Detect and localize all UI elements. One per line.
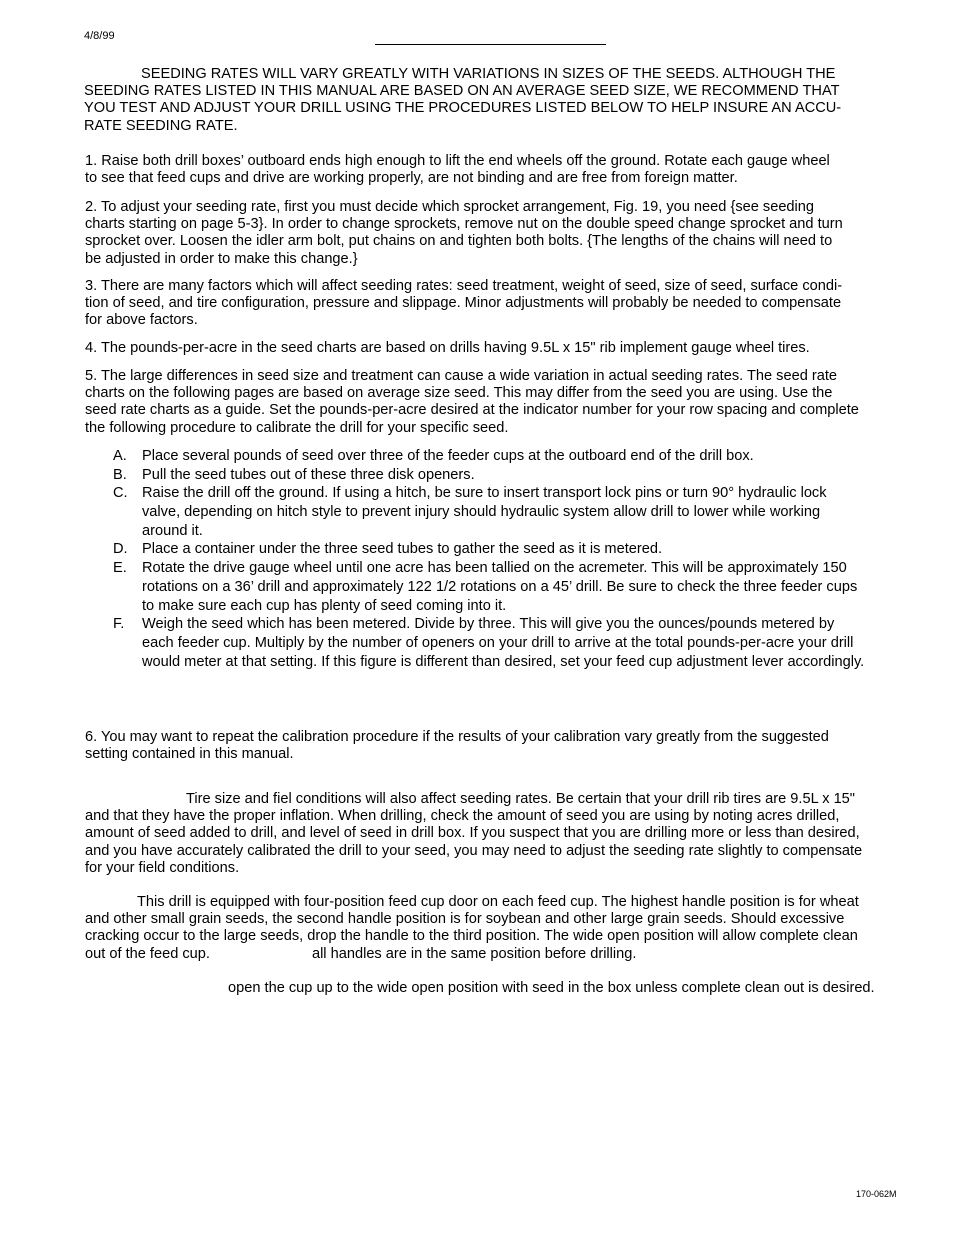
item-line: sprocket over. Loosen the idler arm bolt, put chains on and tighten both bolts. {The lengths of the chains will need to [85, 233, 833, 250]
note-line: and other small grain seeds, the second handle position is for soybean and other large grain seeds. Should excessive [85, 911, 845, 928]
item-line: 6. You may want to repeat the calibration procedure if the results of your calibration vary greatly from the suggested [85, 729, 829, 745]
step-letter: E. [113, 560, 127, 576]
step-text: Place a container under the three seed tubes to gather the seed as it is metered. [142, 541, 663, 557]
item-4 [85, 340, 810, 357]
note-line: for your field conditions. [85, 859, 240, 876]
note-line: Tire size and fiel conditions will also affect seeding rates. Be certain that your drill rib tires are 9.5L x 15" [186, 791, 855, 807]
step-f [113, 616, 834, 633]
item-1 [85, 153, 830, 187]
item-line: 3. There are many factors which will affect seeding rates: seed treatment, weight of seed, size of seed, surface condi- [85, 278, 843, 294]
item-line: 1. Raise both drill boxes’ outboard ends high enough to lift the end wheels off the ground. Rotate each gauge wheel [85, 153, 830, 169]
item-line: 5. The large differences in seed size and treatment can cause a wide variation in actual seeding rates. The seed rate [85, 368, 838, 384]
step-a [113, 448, 754, 465]
step-letter: B. [113, 467, 127, 483]
note-line: This drill is equipped with four-position feed cup door on each feed cup. The highest handle position is for wheat [137, 894, 859, 910]
step-text: Weigh the seed which has been metered. Divide by three. This will give you the ounces/pounds metered by [142, 616, 835, 632]
step-letter: C. [113, 485, 128, 501]
step-text: Rotate the drive gauge wheel until one acre has been tallied on the acremeter. This will be approximately 150 [142, 560, 847, 576]
page-date: 4/8/99 [84, 30, 115, 42]
intro-paragraph [84, 66, 841, 135]
step-c [113, 485, 827, 502]
item-line: be adjusted in order to make this change.} [85, 250, 358, 267]
step-letter: D. [113, 541, 128, 557]
note-line: and you have accurately calibrated the drill to your seed, you may need to adjust the seeding rate slightly to compensate [85, 842, 863, 859]
note-line: and that they have the proper inflation. When drilling, check the amount of seed you are using by noting acres drilled, [85, 808, 840, 825]
note-fragment: all handles are in the same position before drilling. [311, 945, 637, 962]
step-text: Place several pounds of seed over three of the feeder cups at the outboard end of the drill box. [142, 448, 754, 464]
step-letter: F. [113, 616, 125, 632]
feed-cup-note [85, 894, 859, 963]
caution-line: open the cup up to the wide open position with seed in the box unless complete clean out is desired. [228, 980, 875, 996]
item-line: tion of seed, and tire configuration, pressure and slippage. Minor adjustments will probably be needed to compensate [85, 295, 842, 312]
step-text: around it. [142, 523, 203, 539]
item-line: the following procedure to calibrate the drill for your specific seed. [85, 419, 509, 436]
step-f-cont [142, 635, 853, 652]
item-line: 2. To adjust your seeding rate, first you must decide which sprocket arrangement, Fig. 19, you need {see seeding [85, 199, 815, 215]
item-3 [85, 278, 842, 330]
step-text: each feeder cup. Multiply by the number of openers on your drill to arrive at the total pounds-per-acre your drill [142, 635, 854, 651]
title-rule [375, 44, 606, 45]
item-line: charts starting on page 5-3}. In order to change sprockets, remove nut on the double speed change sprocket and turn [85, 216, 843, 233]
item-line: 4. The pounds-per-acre in the seed charts are based on drills having 9.5L x 15" rib implement gauge wheel tires. [85, 340, 810, 356]
step-c-cont [142, 523, 203, 540]
note-line: cracking occur to the large seeds, drop the handle to the third position. The wide open position will allow complete clean [85, 928, 858, 945]
step-e-cont [142, 598, 506, 615]
tire-note [85, 791, 862, 877]
intro-line: SEEDING RATES LISTED IN THIS MANUAL ARE BASED ON AN AVERAGE SEED SIZE, WE RECOMMEND THAT [84, 83, 840, 100]
step-e-cont [142, 579, 857, 596]
item-line: seed rate charts as a guide. Set the pounds-per-acre desired at the indicator number for your row spacing and complete [85, 402, 859, 419]
item-line: setting contained in this manual. [85, 746, 294, 763]
item-line: charts on the following pages are based on average size seed. This may differ from the seed you are using. Use the [85, 385, 833, 402]
step-text: would meter at that setting. If this figure is different than desired, set your feed cup adjustment lever accordingly. [142, 654, 865, 670]
intro-line: SEEDING RATES WILL VARY GREATLY WITH VARIATIONS IN SIZES OF THE SEEDS. ALTHOUGH THE [141, 66, 836, 82]
step-letter: A. [113, 448, 127, 464]
step-c-cont [142, 504, 820, 521]
note-line: amount of seed added to drill, and level of seed in drill box. If you suspect that you are drilling more or less than desired, [85, 825, 860, 842]
step-f-cont [142, 654, 864, 671]
step-b [113, 467, 475, 484]
note-fragment: out of the feed cup. [85, 945, 210, 962]
step-text: rotations on a 36’ drill and approximately 122 1/2 rotations on a 45’ drill. Be sure to check the three feeder cups [142, 579, 858, 595]
item-line: to see that feed cups and drive are working properly, are not binding and are free from foreign matter. [85, 170, 738, 187]
step-text: to make sure each cup has plenty of seed coming into it. [142, 598, 507, 614]
item-5 [85, 368, 859, 437]
page-code: 170-062M [856, 1189, 897, 1199]
step-text: Raise the drill off the ground. If using a hitch, be sure to insert transport lock pins or turn 90° hydraulic lock [142, 485, 827, 501]
note-line [85, 946, 859, 963]
step-d [113, 541, 662, 558]
item-6 [85, 729, 829, 763]
step-text: valve, depending on hitch style to prevent injury should hydraulic system allow drill to lower while working [142, 504, 821, 520]
intro-line: YOU TEST AND ADJUST YOUR DRILL USING THE PROCEDURES LISTED BELOW TO HELP INSURE AN ACCU- [84, 100, 842, 117]
intro-line: RATE SEEDING RATE. [84, 117, 238, 134]
step-text: Pull the seed tubes out of these three disk openers. [142, 467, 475, 483]
item-2 [85, 199, 843, 268]
item-line: for above factors. [85, 312, 198, 329]
step-e [113, 560, 847, 577]
